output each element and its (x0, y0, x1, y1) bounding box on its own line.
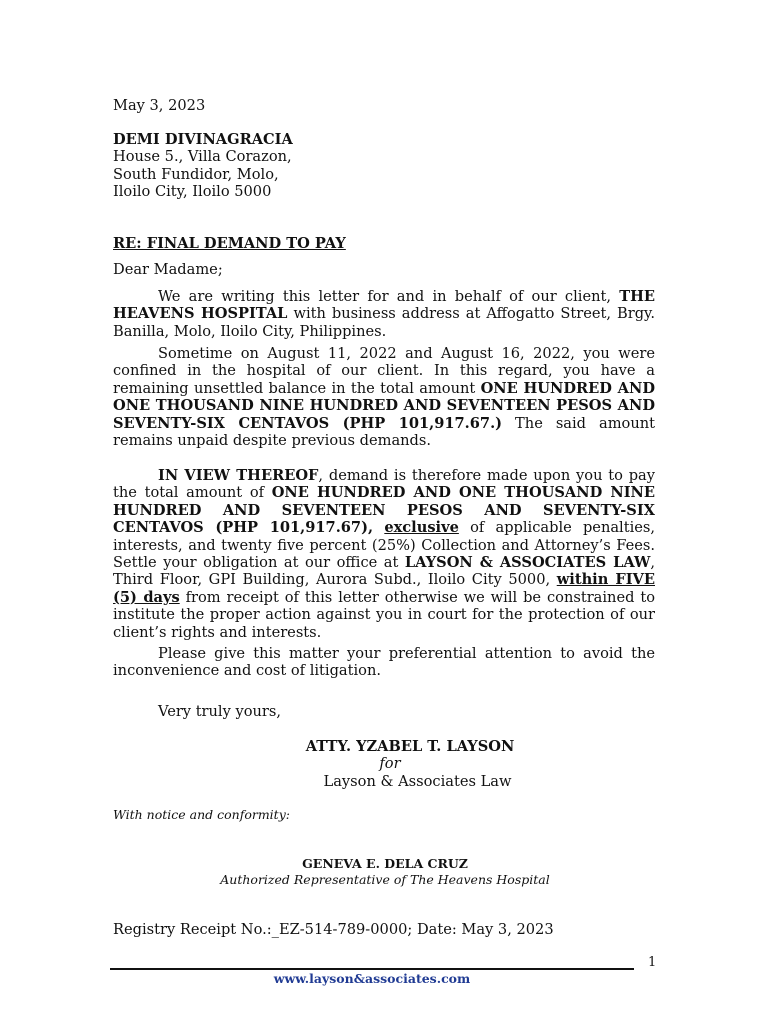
subject-line: RE: FINAL DEMAND TO PAY (113, 235, 346, 252)
signatory-for: for (379, 755, 401, 773)
recipient-address-line: House 5., Villa Corazon, (113, 148, 292, 166)
amount-due: ONE HUNDRED AND ONE THOUSAND NINE HUNDRED AND SEVENTEEN PESOS AND SEVENTY-SIX CENTAVOS (PHP 101,917.67.) (113, 379, 655, 432)
salutation: Dear Madame; (113, 261, 223, 278)
page-number: 1 (648, 955, 657, 970)
recipient-block (113, 131, 655, 201)
paragraph-3-text: , demand is therefore made upon you to pay the total amount of (113, 467, 655, 502)
paragraph-1 (113, 288, 655, 340)
paragraph-3-text (373, 519, 384, 536)
recipient-address-line: South Fundidor, Molo, (113, 165, 279, 183)
paragraph-4: Please give this matter your preferential attention to avoid the inconvenience and cost of litigation. (113, 645, 655, 680)
letter-date: May 3, 2023 (113, 97, 206, 114)
paragraph-1-text: We are writing this letter for and in behalf of our client, (158, 288, 620, 305)
paragraph-3-text: from receipt of this letter otherwise we will be constrained to institute the proper action against you in court for the protection of our client’s rights and interests. (113, 588, 655, 641)
recipient-name: DEMI DIVINAGRACIA (113, 131, 293, 148)
paragraph-3-text: of applicable penalties, interests, and twenty five percent (25%) Collection and Attorney’s Fees. Settle your obligation at our office at (113, 519, 656, 572)
notice-conformity: With notice and conformity: (113, 807, 290, 822)
footer-divider (110, 968, 634, 970)
paragraph-2-text: The said amount remains unpaid despite previous demands. (113, 414, 655, 450)
paragraph-2-text: Sometime on August 11, 2022 and August 16, 2022, you were confined in the hospital of our client. In this regard, you have a remaining unsettled balance in the total amount (113, 345, 655, 397)
in-view-thereof: IN VIEW THEREOF (158, 467, 319, 484)
paragraph-1-text: with business address at Affogatto Street, Brgy. Banilla, Molo, Iloilo City, Philippines. (113, 305, 655, 340)
closing: Very truly yours, (158, 703, 282, 720)
signatory-name: ATTY. YZABEL T. LAYSON (305, 738, 515, 755)
signature-block (280, 738, 540, 790)
recipient-address-line: Iloilo City, Iloilo 5000 (113, 183, 272, 201)
paragraph-3 (113, 467, 655, 641)
registry-receipt: Registry Receipt No.:_EZ-514-789-0000; Date: May 3, 2023 (113, 921, 554, 938)
conformity-title: Authorized Representative of The Heavens Hospital (220, 872, 550, 887)
signatory-firm: Layson & Associates Law (323, 772, 512, 790)
conformity-name: GENEVA E. DELA CRUZ (302, 856, 468, 871)
paragraph-2 (113, 345, 655, 449)
amount-due: ONE HUNDRED AND ONE THOUSAND NINE HUNDRED AND SEVENTEEN PESOS AND SEVENTY-SIX CENTAVOS (PHP 101,917.67), (113, 484, 655, 537)
conformity-block (200, 856, 570, 888)
client-name: THE HEAVENS HOSPITAL (113, 288, 655, 323)
firm-name: LAYSON & ASSOCIATES LAW (404, 554, 651, 572)
deadline-label: within FIVE (5) days (113, 571, 655, 606)
exclusive-label: exclusive (384, 519, 459, 537)
paragraph-3-text: , Third Floor, GPI Building, Aurora Subd., Iloilo City 5000, (113, 554, 655, 589)
footer-url[interactable]: www.layson&associates.com (273, 971, 471, 986)
